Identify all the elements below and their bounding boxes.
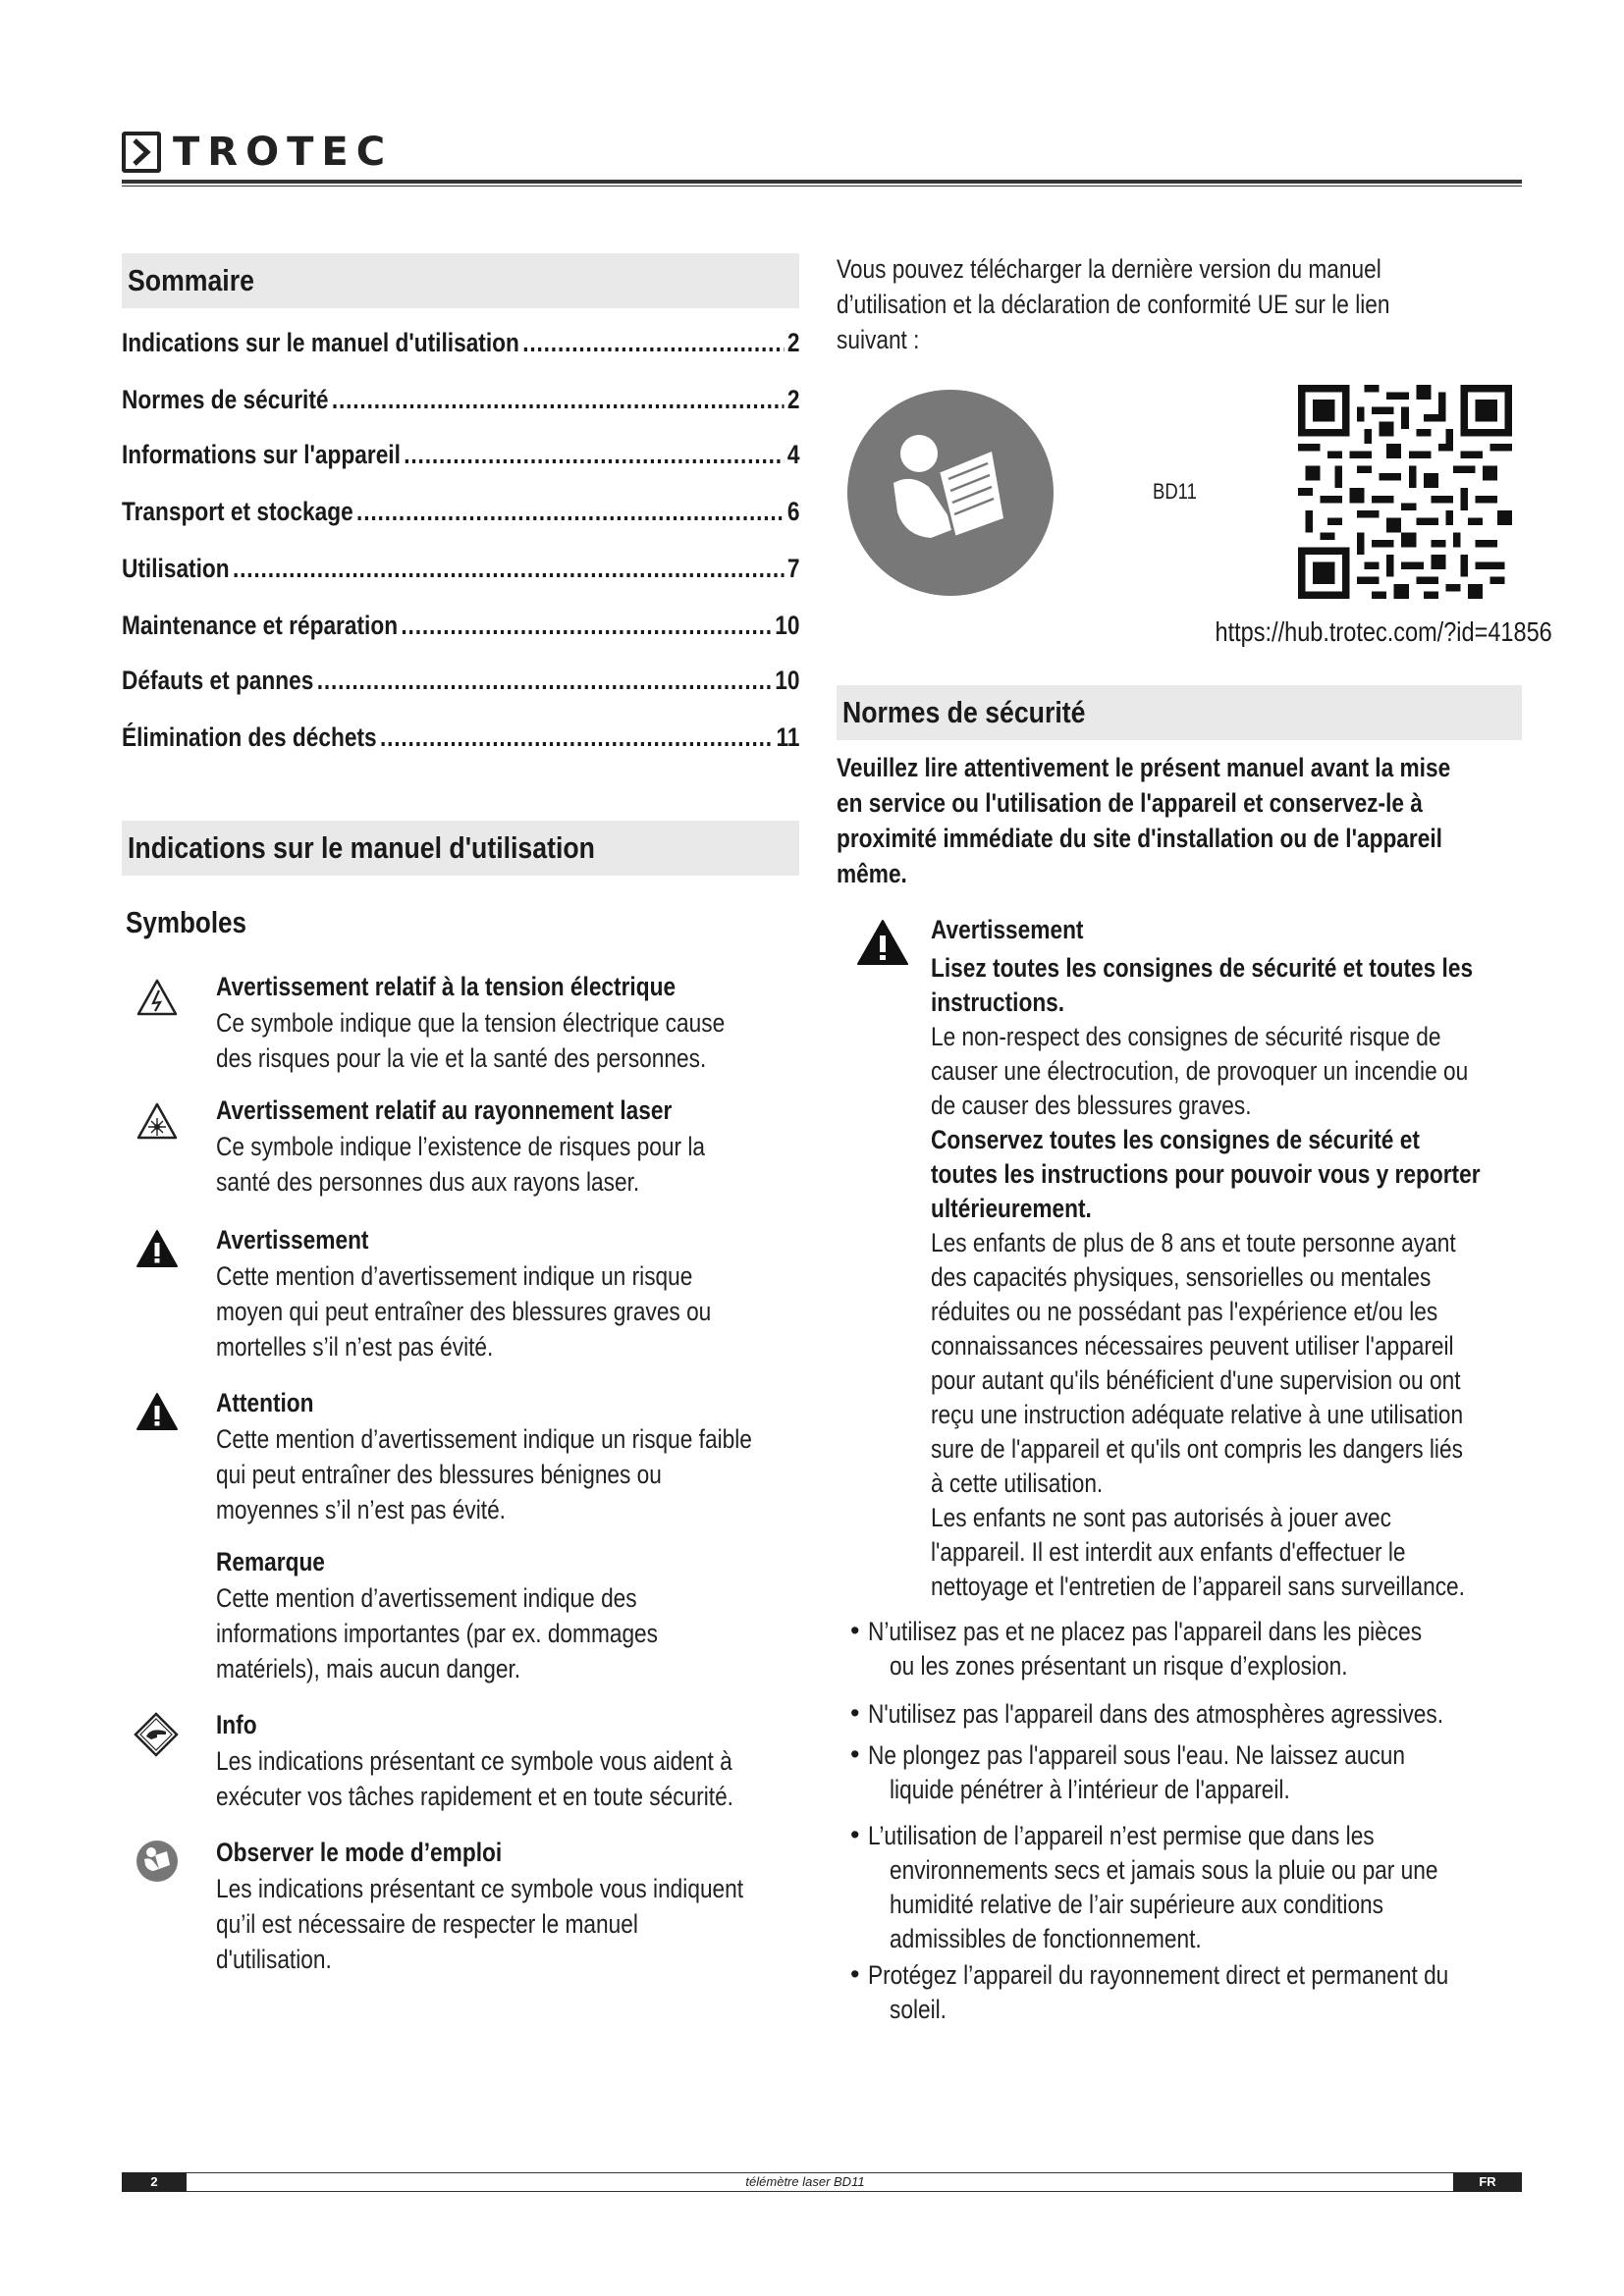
download-line-text: d’utilisation et la déclaration de conformité UE sur le lien [837,290,1390,319]
symbol-description-line [216,1329,546,1364]
safety-bullet-line [890,1921,1261,1956]
toc-leader [356,497,784,527]
safety-warning-bold-text: Conservez toutes les consignes de sécurité et [931,1125,1420,1154]
safety-warning-bold-text: toutes les instructions pour pouvoir vous y reporter [931,1159,1481,1189]
symbol-description-line-text: moyen qui peut entraîner des blessures graves ou [216,1297,712,1326]
symbol-title [216,1094,759,1127]
safety-bullet-line-text: humidité relative de l’air supérieure aux conditions [890,1890,1384,1919]
safety-intro-line [837,750,1567,785]
toc-item-page: 10 [775,611,800,640]
symbol-description-line-text: Les indications présentant ce symbole vous aident à [216,1746,732,1776]
symbol-title-text: Info [216,1710,257,1739]
download-line-text: Vous pouvez télécharger la dernière version du manuel [837,254,1381,284]
safety-warning-label [931,913,1112,946]
toc-item[interactable] [122,440,799,473]
toc-item-label: Indications sur le manuel d'utilisation [122,328,519,357]
toc-leader [401,611,771,641]
symbol-description-line-text: qui peut entraîner des blessures bénignes ou [216,1460,662,1489]
toc-item[interactable] [122,328,799,361]
download-line [837,251,1485,287]
download-line [837,287,1495,322]
safety-warning-icon [856,919,909,966]
toc-item-page: 11 [776,722,800,752]
symbol-description-line-text: Cette mention d’avertissement indique un risque [216,1261,693,1291]
safety-warning-bold-text: Lisez toutes les consignes de sécurité et toutes les [931,953,1474,983]
safety-bullet-line [868,1696,1553,1732]
toc-leader [522,328,784,358]
safety-warning-bold-text: ultérieurement. [931,1194,1092,1223]
toc-item[interactable] [122,666,799,699]
symbol-description-line-text: mortelles s’il n’est pas évité. [216,1332,494,1362]
safety-bullet-line [890,1648,1435,1683]
safety-warning-text [931,1466,1136,1501]
toc-item-page: 10 [775,666,800,695]
symbol-description-line-text: exécuter vos tâches rapidement et en toute sécurité. [216,1782,733,1811]
safety-warning-text-text: Le non-respect des consignes de sécurité risque de [931,1022,1441,1051]
symbol-title [216,970,763,1003]
safety-bullet-line-text: ou les zones présentant un risque d’explosion. [890,1651,1348,1681]
safety-warning-bold [931,1191,1122,1226]
toc-leader [233,554,785,584]
toc-item-label: Normes de sécurité [122,385,329,414]
toc-title: Sommaire [128,263,254,297]
safety-intro-line-text: proximité immédiate du site d'installation ou de l'appareil [837,824,1442,853]
safety-warning-text-text: nettoyage et l'entretien de l’appareil sans surveillance. [931,1572,1465,1601]
symbol-description-line [216,1492,561,1527]
symbol-description-line [216,1942,353,1977]
symbol-description-line-text: qu’il est nécessaire de respecter le manuel [216,1909,638,1939]
manual-section-bar [122,821,799,876]
header-divider-thin [122,186,1522,187]
safety-warning-text [931,1088,1313,1123]
safety-warning-text [931,1500,1479,1535]
safety-warning-text [931,1328,1553,1363]
safety-warning-bold-text: instructions. [931,988,1065,1017]
manual-section-title: Indications sur le manuel d'utilisation [128,830,595,865]
bullet-dot: • [850,1959,860,1989]
safety-bullet-line [890,1887,1478,1922]
bullet-dot: • [850,1739,860,1769]
safety-warning-text-text: de causer des blessures graves. [931,1091,1252,1120]
electric-warning-icon [135,978,179,1017]
footer-page-number: 2 [122,2172,187,2192]
safety-bullet-line-text: L’utilisation de l’appareil n’est permise que dans les [868,1821,1375,1850]
safety-bullet-line-text: admissibles de fonctionnement. [890,1924,1202,1953]
symbol-description-line [216,1616,742,1651]
safety-warning-text [931,1019,1538,1054]
symbol-title-text: Remarque [216,1547,325,1576]
safety-bullet-line-text: environnements secs et jamais sous la pluie ou par une [890,1855,1438,1885]
bullet-dot: • [850,1820,860,1849]
symbol-description-line [216,1743,831,1779]
safety-bullet-line [868,1614,1528,1649]
safety-bullet-line-text: Protégez l’appareil du rayonnement direct et permanent du [868,1960,1449,1990]
safety-warning-text [931,1431,1564,1467]
symbol-description-line [216,1129,798,1164]
toc-item-label: Transport et stockage [122,497,353,526]
symbol-description-line-text: Cette mention d’avertissement indique des [216,1583,637,1613]
safety-intro-line [837,785,1535,821]
safety-warning-text-text: pour autant qu'ils bénéficient d'une supervision ou ont [931,1365,1461,1395]
safety-intro-line-text: en service ou l'utilisation de l'appareil et conservez-le à [837,788,1423,818]
toc-leader [380,722,773,753]
toc-title-bar [122,253,799,308]
safety-warning-text-text: réduites ou ne possédant pas l'expérience et/ou les [931,1297,1438,1326]
safety-bullet-line [868,1957,1559,1993]
symbol-description-line-text: moyennes s’il n’est pas évité. [216,1495,506,1524]
safety-warning-text [931,1053,1570,1089]
symbol-description-line [216,1421,854,1457]
safety-warning-text-text: causer une électrocution, de provoquer un incendie ou [931,1056,1469,1086]
symbol-description-line-text: informations importantes (par ex. dommages [216,1619,659,1648]
bullet-dot: • [850,1616,860,1645]
safety-warning-text-text: Les enfants ne sont pas autorisés à jouer avec [931,1503,1392,1532]
symbol-title [216,1545,346,1578]
symbol-title [216,1836,557,1869]
symbol-description-line [216,1005,822,1041]
safety-warning-text-text: Les enfants de plus de 8 ans et toute personne ayant [931,1228,1456,1257]
safety-bullet-line [868,1737,1507,1773]
toc-item[interactable] [122,554,799,587]
safety-warning-text-text: l'appareil. Il est interdit aux enfants d'effectuer le [931,1537,1406,1567]
safety-warning-bold [931,1156,1585,1192]
symbol-title-text: Observer le mode d’emploi [216,1838,503,1867]
safety-intro-line [837,856,921,891]
safety-warning-label-text: Avertissement [931,915,1084,944]
symbol-title-text: Attention [216,1388,314,1417]
symbol-description-line-text: d'utilisation. [216,1945,332,1974]
toc-item-page: 7 [786,554,800,583]
symbol-description-line-text: matériels), mais aucun danger. [216,1654,521,1683]
symbol-description-line-text: des risques pour la vie et la santé des personnes. [216,1043,707,1073]
safety-bullet-line [890,1772,1366,1807]
symbol-title-text: Avertissement [216,1225,369,1255]
bullet-dot: • [850,1698,860,1728]
brand-name: TROTEC [173,130,394,175]
symbol-description-line-text: Ce symbole indique l’existence de risques pour la [216,1132,705,1161]
safety-bullet-line [868,1818,1471,1853]
safety-warning-text [931,1362,1561,1398]
toc-item[interactable] [122,497,799,530]
safety-warning-text [931,1397,1564,1432]
toc-item[interactable] [122,385,799,418]
safety-bullet-line [890,1992,957,2027]
trotec-logo [122,130,393,175]
symbol-description-line-text: Cette mention d’avertissement indique un risque faible [216,1424,752,1454]
read-manual-icon [135,1840,179,1883]
footer-document-title: télémètre laser BD11 [745,2174,865,2189]
safety-warning-text [931,1294,1535,1329]
safety-bullet-line [890,1852,1543,1888]
toc-item-label: Maintenance et réparation [122,611,399,640]
toc-leader [404,440,784,470]
symbol-description-line-text: santé des personnes dus aux rayons laser. [216,1167,640,1197]
chevron-right-icon [122,132,161,173]
toc-leader [332,385,785,415]
toc-leader [317,666,772,696]
symbol-description-line [216,1651,578,1686]
footer-language: FR [1453,2172,1522,2192]
toc-item-page: 6 [786,497,800,526]
model-label: BD11 [1153,479,1197,504]
download-line-text: suivant : [837,325,920,354]
symbol-description-line [216,1580,717,1616]
symbol-title [216,1708,264,1741]
symbol-title-text: Avertissement relatif à la tension électrique [216,972,677,1001]
safety-bullet-line-text: Ne plongez pas l'appareil sous l'eau. Ne laissez aucun [868,1740,1406,1770]
safety-warning-text-text: sure de l'appareil et qu'ils ont compris les dangers liés [931,1434,1463,1464]
read-manual-icon-large [846,389,1055,597]
manual-url[interactable]: https://hub.trotec.com/?id=41856 [1215,616,1552,647]
safety-warning-bold [931,985,1090,1020]
safety-warning-bold [931,1122,1513,1157]
symbol-description-line [216,1258,784,1294]
toc-item-label: Utilisation [122,554,230,583]
symbol-title [216,1386,332,1419]
qr-code[interactable] [1298,385,1512,599]
safety-intro-line [837,821,1557,856]
warning-icon [135,1229,179,1268]
toc-item[interactable] [122,611,799,644]
safety-warning-text [931,1534,1496,1570]
symbols-heading: Symboles [126,905,247,939]
safety-warning-text-text: connaissances nécessaires peuvent utiliser l'appareil [931,1331,1454,1361]
safety-warning-text [931,1225,1555,1260]
header-divider [122,180,1522,184]
symbol-description-line [216,1164,720,1200]
symbol-description-line [216,1457,746,1492]
safety-bullet-line-text: N'utilisez pas l'appareil dans des atmosphères agressives. [868,1699,1444,1729]
laser-warning-icon [135,1101,179,1141]
download-line [837,322,936,357]
symbol-description-line [216,1871,843,1906]
toc-item[interactable] [122,722,799,756]
symbol-description-line [216,1779,832,1814]
info-icon [134,1712,179,1757]
safety-bullet-line-text: soleil. [890,1995,947,2024]
symbol-description-line [216,1041,799,1076]
toc-item-label: Défauts et pannes [122,666,314,695]
safety-warning-text [931,1569,1567,1604]
safety-warning-text-text: reçu une instruction adéquate relative à une utilisation [931,1400,1464,1429]
attention-icon [135,1392,179,1431]
toc-item-page: 2 [786,385,800,414]
toc-item-page: 2 [786,328,800,357]
symbol-description-line-text: Les indications présentant ce symbole vous indiquent [216,1874,744,1903]
symbol-description-line [216,1294,805,1329]
safety-intro-line-text: Veuillez lire attentivement le présent manuel avant la mise [837,753,1451,782]
safety-bullet-line-text: N’utilisez pas et ne placez pas l'appareil dans les pièces [868,1617,1423,1646]
symbol-title [216,1223,398,1256]
toc-item-label: Informations sur l'appareil [122,440,401,469]
safety-warning-text-text: à cette utilisation. [931,1468,1104,1498]
toc-item-page: 4 [786,440,800,469]
safety-intro-line-text: même. [837,859,907,888]
safety-warning-bold [931,950,1576,986]
symbol-description-line [216,1906,719,1942]
safety-warning-text [931,1259,1526,1295]
safety-warning-text-text: des capacités physiques, sensorielles ou mentales [931,1262,1432,1292]
safety-section-title: Normes de sécurité [842,695,1086,729]
safety-section-bar [837,685,1522,740]
toc-item-label: Élimination des déchets [122,722,377,752]
safety-bullet-line-text: liquide pénétrer à l’intérieur de l'appareil. [890,1775,1290,1804]
symbol-title-text: Avertissement relatif au rayonnement laser [216,1095,673,1125]
symbol-description-line-text: Ce symbole indique que la tension électrique cause [216,1008,726,1038]
